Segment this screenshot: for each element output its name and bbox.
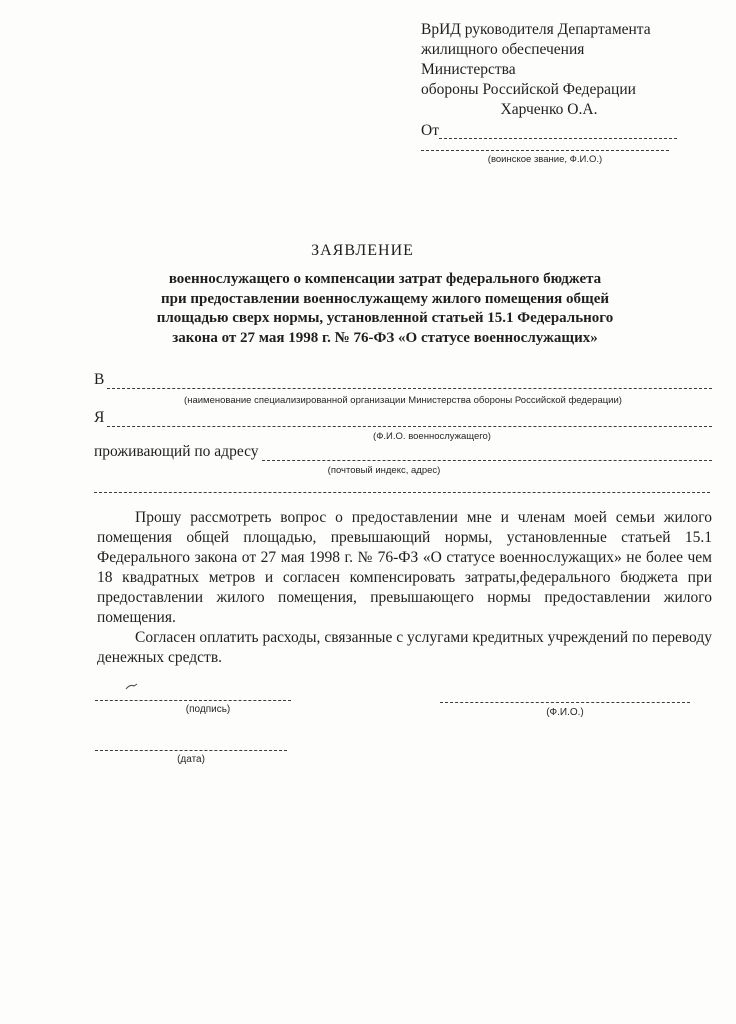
organization-blank-line: [107, 371, 712, 389]
from-label: От: [421, 122, 439, 139]
address-continuation-blank-line: [94, 481, 710, 493]
document-title: ЗАЯВЛЕНИЕ: [311, 242, 414, 259]
date-caption: (дата): [177, 754, 205, 765]
signature-caption: (подпись): [185, 704, 231, 715]
address-field-caption: (почтовый индекс, адрес): [327, 465, 441, 476]
from-blank-line: [439, 122, 677, 139]
from-row: [421, 121, 677, 141]
addressee-block: [421, 20, 677, 166]
addressee-line-1: ВрИД руководителя Департамента: [421, 21, 651, 38]
organization-field-caption: (наименование специализированной организации Министерства обороны Российской федерации): [184, 395, 622, 406]
date-blank-line: [95, 737, 287, 751]
rank-fio-blank-line: [421, 141, 669, 151]
addressee-line-3: обороны Российской Федерации: [421, 81, 636, 98]
subtitle-line-1: военнослужащего о компенсации затрат федерального бюджета: [168, 271, 602, 287]
body-paragraph-1: Прошу рассмотреть вопрос о предоставлении мне и членам моей семьи жилого помещения общей площадью, превышающий нормы, установленные статьей 15.1 Федерального закона от 27 мая 1998 г. № 76-ФЗ «О статусе военнослужащих» не более чем 18 квадратных метров и согласен компенсировать затраты,федерального бюджета при предоставлении жилого помещения, превышающего нормы предоставлении жилого помещения.: [97, 509, 712, 626]
servicemember-field-row: [94, 409, 712, 427]
rank-fio-caption: (воинское звание, Ф.И.О.): [487, 154, 603, 165]
address-blank-line: [262, 443, 712, 461]
servicemember-field-label: Я: [94, 409, 105, 426]
subtitle-line-2: при предоставлении военнослужащему жилого помещения общей: [160, 290, 610, 307]
subtitle-line-4: закона от 27 мая 1998 г. № 76-ФЗ «О статусе военнослужащих»: [172, 329, 598, 346]
fio-caption: (Ф.И.О.): [546, 707, 584, 718]
body-paragraph-2: Согласен оплатить расходы, связанные с услугами кредитных учреждений по переводу денежных средств.: [97, 629, 712, 666]
fio-blank-line: [440, 689, 690, 703]
servicemember-blank-line: [107, 409, 712, 427]
addressee-official-name: Харченко О.А.: [500, 101, 598, 118]
body-text: [97, 508, 712, 668]
organization-field-label: В: [94, 371, 105, 388]
addressee-line-2: жилищного обеспечения Министерства: [421, 41, 585, 78]
form-fields: [94, 371, 712, 501]
organization-field-row: [94, 371, 712, 389]
document-subtitle: [85, 270, 685, 348]
address-field-label: проживающий по адресу: [94, 443, 259, 460]
subtitle-line-3: площадью сверх нормы, установленной статьей 15.1 Федерального: [156, 310, 614, 326]
servicemember-field-caption: (Ф.И.О. военнослужащего): [373, 431, 491, 442]
signature-blank-line: [95, 687, 291, 701]
address-field-row: [94, 443, 712, 461]
